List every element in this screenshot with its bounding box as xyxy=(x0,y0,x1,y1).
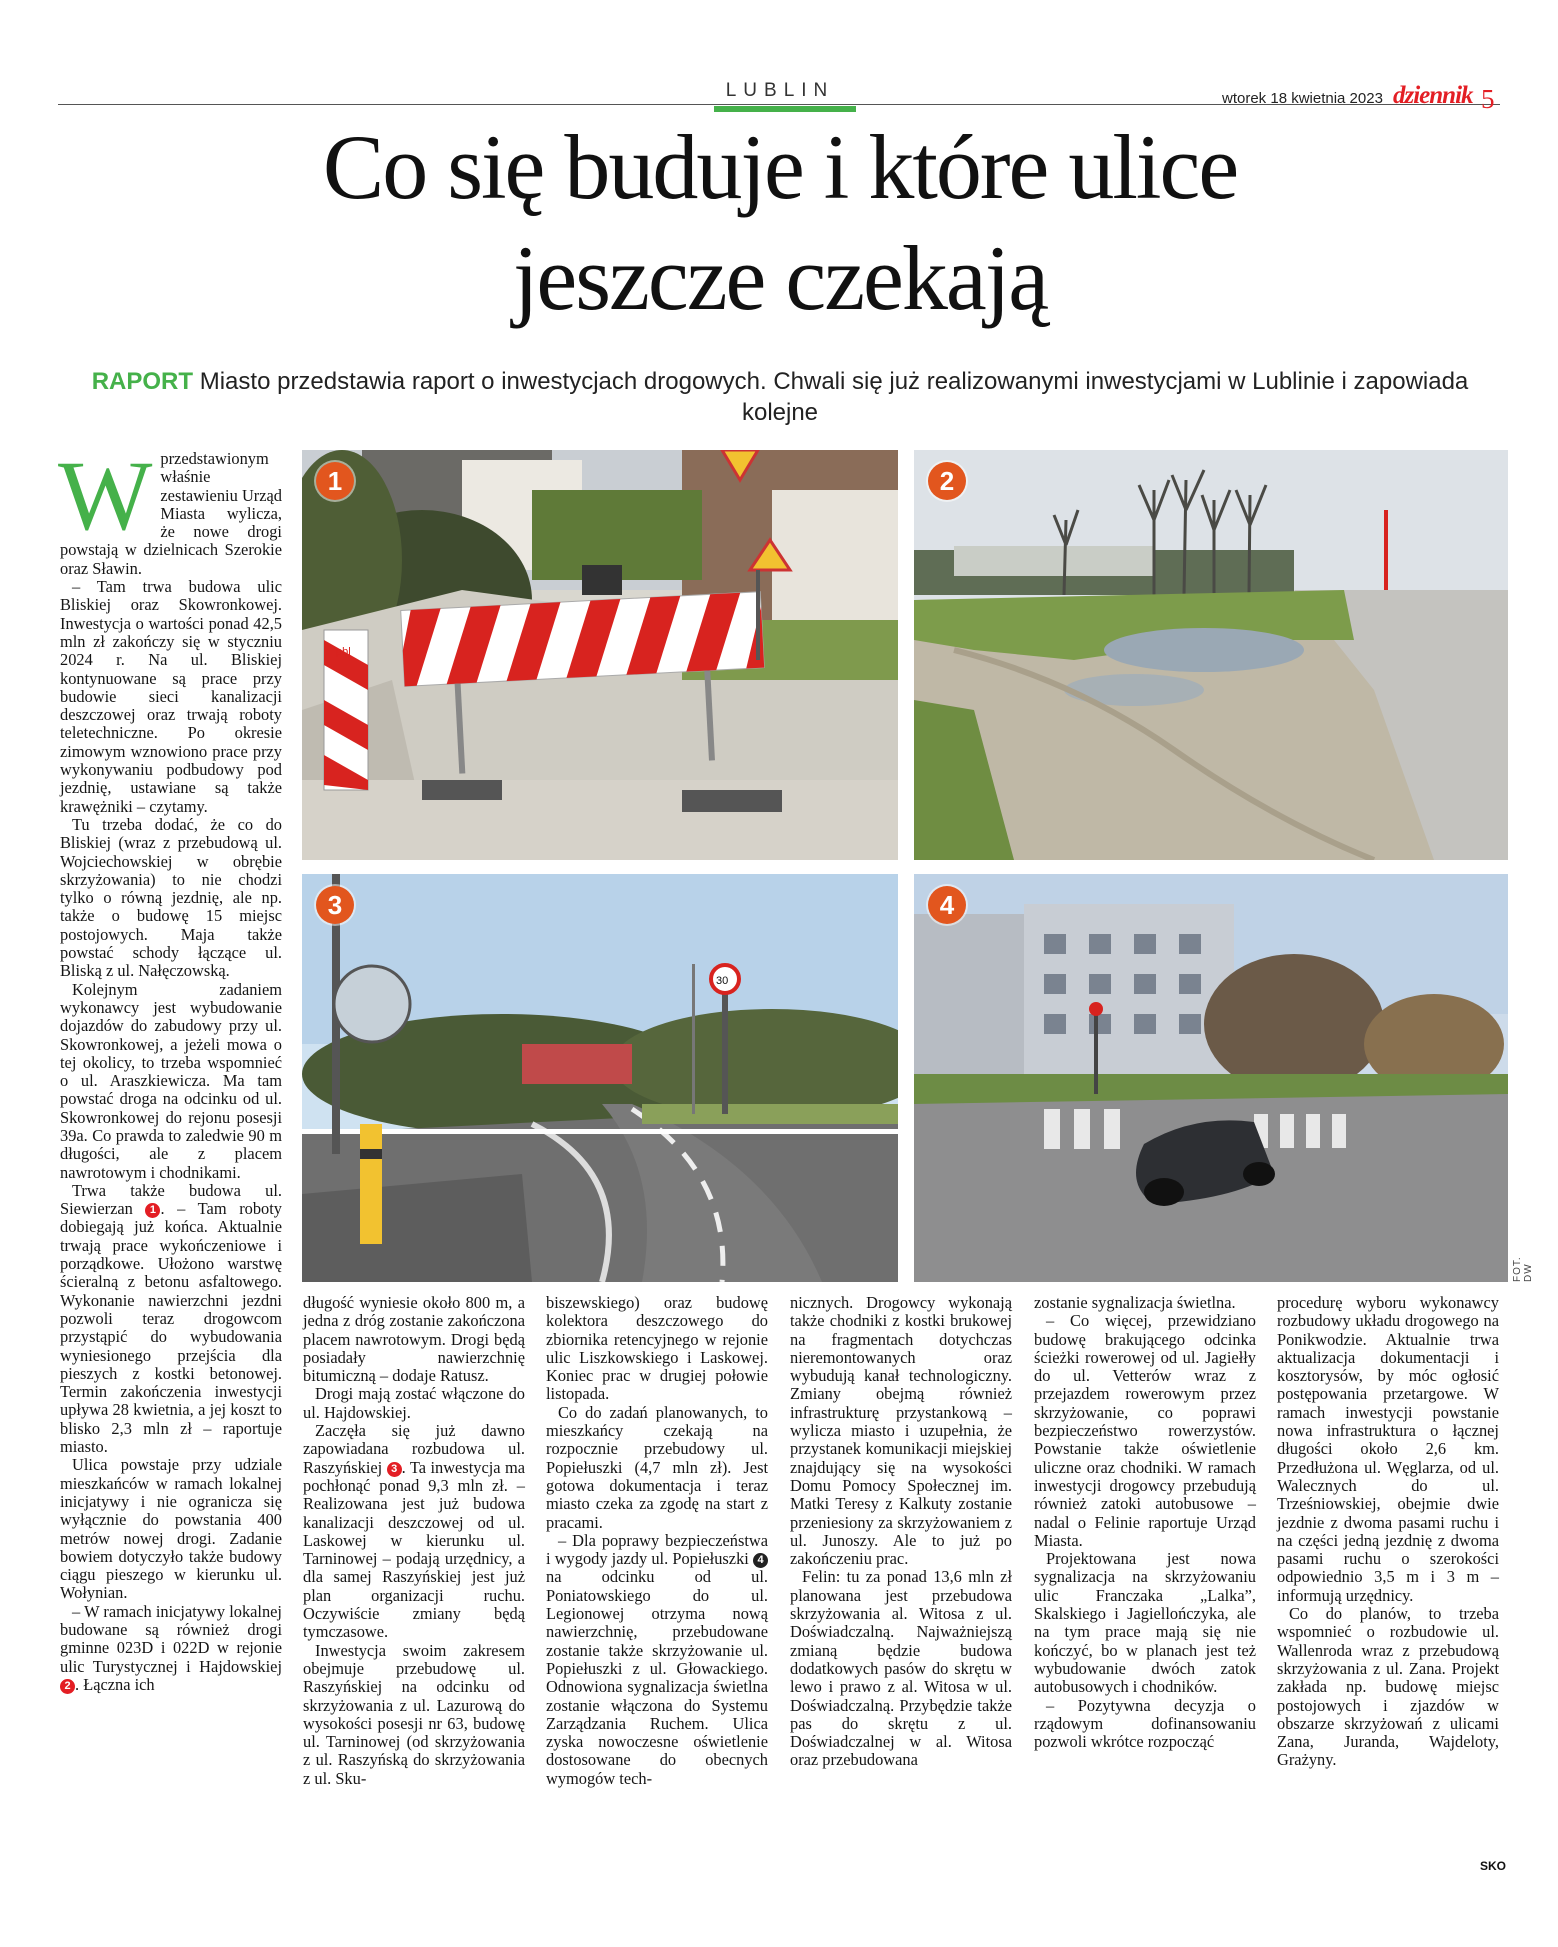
photo-4-badge: 4 xyxy=(928,886,966,924)
headline-line-2: jeszcze czekają xyxy=(512,227,1048,329)
col1-paragraph xyxy=(60,1603,282,1694)
page-number: 5 xyxy=(1481,84,1495,114)
col4-paragraph: Felin: tu za ponad 13,6 mln zł planowana jest przebudowa skrzyżowania al. Witosa z ul. Doświadczalną. Najważniejszą zmianą będzie budowa dodatkowych pasów do skrętu w lewo i prawo z al. Witosa w ul. Doświadczalną. Przybędzie także pas do skrętu z ul. Doświadczalnej w al. Witosa oraz przebudowana xyxy=(790,1567,1012,1770)
photo-3-road-curve xyxy=(302,874,898,1282)
photo-2-dirt-junction xyxy=(914,450,1508,860)
text-fragment: – Dla poprawy bezpieczeństwa i wygody jazdy ul. Popiełuszki xyxy=(546,1530,768,1569)
col1-paragraph xyxy=(60,1182,282,1456)
col1-paragraph: Ulica powstaje przy udziale mieszkańców w ramach lokalnej inicjatywy i nie ogranicza się wyłącznie do powstania 400 metrów nowej drogi. Zadanie bowiem dotyczyło także budowy ciągu pieszego w kierunku ul. Wołynian. xyxy=(60,1455,282,1603)
text-fragment: . Ta inwestycja ma pochłonąć ponad 9,3 mln zł. – Realizowana jest już budowa kanalizacji deszczowej od ul. Laskowej w kierunku ul. Tarninowej – podają urzędnicy, a dla samej Raszyńskiej jest już plan organizacji ruchu. Oczywiście zmiany będą tymczasowe. xyxy=(303,1457,525,1642)
barrier-sign-text: pbl xyxy=(336,646,351,658)
col1-paragraph: Tu trzeba dodać, że co do Bliskiej (wraz z przebudową ul. Wojciechowskiej w obrębie skrzyżowania) to nie chodzi tylko o równą jezdnię, ale np. także o budowę 15 miejsc postojowych. Maja także powstać schody łączące ul. Bliską z ul. Nałęczowską. xyxy=(60,814,282,981)
col3-paragraph: biszewskiego) oraz budowę kolektora deszczowego do zbiornika retencyjnego w rejonie ulic Liszkowskiego i Laskowej. Koniec prac w drugiej połowie listopada. xyxy=(546,1293,768,1404)
col6-paragraph: Co do planów, to trzeba wspomnieć o rozbudowie ul. Wallenroda wraz z przebudową skrzyżowania z ul. Zana. Projekt zakłada np. budowę miejsc postojowych i zjazdów w obszarze skrzyżowań z ulicami Zana, Juranda, Wajdeloty, Grażyny. xyxy=(1277,1604,1499,1770)
photo-ref-4: 4 xyxy=(753,1553,768,1568)
col3-paragraph: Co do zadań planowanych, to mieszkańcy czekają na rozpocznie przebudowy ul. Popiełuszki (4,7 mln zł). Jest gotowa dokumentacja i teraz miasto czeka za zgodę na start z pracami. xyxy=(546,1402,768,1532)
lead-text: Miasto przedstawia raport o inwestycjach drogowych. Chwali się już realizowanymi inwestycjami w Lublinie i zapowiada kolejne xyxy=(199,368,1469,426)
photo-credit: FOT. DW xyxy=(1512,1256,1534,1282)
col5-paragraph: – Co więcej, przewidziano budowę brakującego odcinka ścieżki rowerowej od ul. Jagiełły do ul. Vetterów wraz z przejazdem rowerowym przez skrzyżowanie, co poprawi bezpieczeństwo rowerzystów. Powstanie także oświetlenie uliczne oraz chodniki. W ramach inwestycji drogowcy przebudują również zatoki autobusowe – nadal o Felinie raportuje Urząd Miasta. xyxy=(1034,1311,1256,1550)
col1-paragraph: – Tam trwa budowa ulic Bliskiej oraz Skowronkowej. Inwestycja o wartości ponad 42,5 mln zł zakończy się w styczniu 2024 r. Na ul. Bliskiej kontynuowane są prace przy budowie sieci kanalizacji deszczowej oraz trwają roboty teletechniczne. Po okresie zimowym wznowiono prace przy wykonywaniu podbudowy pod jezdnię, ustawiane są także krawężniki – czytamy. xyxy=(60,577,282,816)
column-1 xyxy=(58,440,282,1694)
col1-paragraph: Kolejnym zadaniem wykonawcy jest wybudowanie dojazdów do zabudowy przy ul. Skowronkowej, a jeżeli mowa o tej okolicy, to trzeba wspomnieć o ul. Araszkiewicza. Ma tam powstać droga na odcinku od ul. Skowronkowej do rejonu posesji 39a. Co prawda to zaledwie 90 m długości, ale z placem nawrotowym i chodnikami. xyxy=(60,979,282,1182)
photo-1-roadblock xyxy=(302,450,898,860)
text-fragment: . – Tam roboty dobiegają już końca. Aktualnie trwają prace wykończeniowe i porządkowe. Ułożono warstwę ścieralną z betonu asfaltowego. Wykonanie nawierzchni jezdni pozwoli teraz drogowcom przystąpić do wybudowania wyniesionego przejścia dla pieszych z kostki betonowej. Termin zakończenia inwestycji upływa 28 kwietnia, a jej koszt to blisko 2,3 mln zł – raportuje miasto. xyxy=(60,1199,282,1457)
photo-ref-3: 3 xyxy=(387,1462,402,1477)
col5-paragraph: Projektowana jest nowa sygnalizacja na skrzyżowaniu ulic Franczaka „Lalka”, Skalskiego i Jagiellończyka, ale na tym prace mają się nie kończyć, bo w planach jest też wybudowanie dwóch zatok autobusowych i chodników. xyxy=(1034,1549,1256,1697)
text-fragment: na odcinku od ul. Poniatowskiego do ul. Legionowej otrzyma nową nawierzchnię, przebudowane zostanie także skrzyżowanie ul. Popiełuszki z ul. Głowackiego. Odnowiona sygnalizacja świetlna zostanie włączona do Systemu Zarządzania Ruchem. Ulica zyska nowoczesne oświetlenie dostosowane do obecnych wymogów tech- xyxy=(546,1567,768,1788)
headline xyxy=(60,112,1500,334)
col4-paragraph: nicznych. Drogowcy wykonają także chodniki z kostki brukowej na fragmentach dotychczas nieremontowanych oraz wybudują kanał technologiczny. Zmiany obejmą również infrastrukturę przystankową – wylicza miasto i uzupełnia, że przystanek komunikacji miejskiej znajdujący się na wysokości Domu Pomocy Społecznej im. Matki Teresy z Kalkuty zostanie przeniesiony za skrzyżowaniem z ul. Junoszy. Ale to już po zakończeniu prac. xyxy=(790,1293,1012,1569)
photo-3-badge: 3 xyxy=(316,886,354,924)
col2-paragraph: długość wyniesie około 800 m, a jedna z dróg zostanie zakończona placem nawrotowym. Drogi będą posiadały nawierzchnię bitumiczną – dodaje Ratusz. xyxy=(303,1293,525,1386)
col2-paragraph: Inwestycja swoim zakresem obejmuje przebudowę ul. Raszyńskiej na odcinku od skrzyżowania z ul. Lazurową do wysokości posesji nr 63, budowę ul. Tarninowej (od skrzyżowania z ul. Raszyńską do skrzyżowania z ul. Sku- xyxy=(303,1640,525,1788)
speed-sign-text: 30 xyxy=(716,975,729,987)
brand-logo: dziennik xyxy=(1393,82,1473,109)
column-3 xyxy=(546,1294,768,1788)
author-signature: SKO xyxy=(1480,1859,1507,1873)
photo-4-intersection xyxy=(914,874,1508,1282)
photo-ref-2: 2 xyxy=(60,1679,75,1694)
photo-2-badge: 2 xyxy=(928,462,966,500)
col6-paragraph: procedurę wyboru wykonawcy rozbudowy układu drogowego na Ponikwodzie. Aktualnie trwa aktualizacja dokumentacji i kosztorysów, by móc ogłosić postępowania przetargowe. W ramach inwestycji powstanie nowa infrastruktura o łącznej długości około 2,6 km. Przedłużona ul. Węglarza, od ul. Walecznych do ul. Trześniowskiej, obejmie dwie jezdnie z dwoma pasami ruchu i na części jedną jezdnię z dwoma pasami ruchu o szerokości odpowiednio 3,5 m i 3 m – informują urzędnicy. xyxy=(1277,1293,1499,1605)
column-2 xyxy=(303,1294,525,1788)
column-6 xyxy=(1277,1294,1499,1770)
issue-date: wtorek 18 kwietnia 2023 xyxy=(1222,90,1383,107)
col2-paragraph xyxy=(303,1422,525,1642)
dropcap: W xyxy=(58,440,153,551)
headline-line-1: Co się buduje i które ulice xyxy=(322,116,1238,218)
col5-paragraph: zostanie sygnalizacja świetlna. xyxy=(1034,1293,1236,1312)
column-4 xyxy=(790,1294,1012,1770)
text-fragment: . Łączna ich xyxy=(75,1674,155,1694)
photo-1-badge: 1 xyxy=(316,462,354,500)
col1-paragraph: przedstawionym właśnie zestawieniu Urząd Miasta wylicza, że nowe drogi powstają w dzielnicach Szerokie oraz Sławin. xyxy=(60,449,282,578)
text-fragment: Zaczęła się już dawno zapowiadana rozbudowa ul. Raszyńskiej xyxy=(303,1421,525,1477)
col3-paragraph xyxy=(546,1532,768,1788)
col5-paragraph: – Pozytywna decyzja o rządowym dofinansowaniu pozwoli wkrótce rozpocząć xyxy=(1034,1695,1256,1752)
section-name: LUBLIN xyxy=(725,80,835,101)
kicker: RAPORT xyxy=(91,368,194,395)
text-fragment: – W ramach inicjatywy lokalnej budowane są również drogi gminne 023D i 022D w rejonie ulic Turystycznej i Hajdowskiej xyxy=(60,1601,282,1676)
col2-paragraph: Drogi mają zostać włączone do ul. Hajdowskiej. xyxy=(303,1384,525,1422)
text-fragment: Trwa także budowa ul. Siewierzan xyxy=(60,1180,282,1219)
column-5 xyxy=(1034,1294,1256,1751)
lead xyxy=(80,366,1480,428)
photo-ref-1: 1 xyxy=(145,1203,160,1218)
